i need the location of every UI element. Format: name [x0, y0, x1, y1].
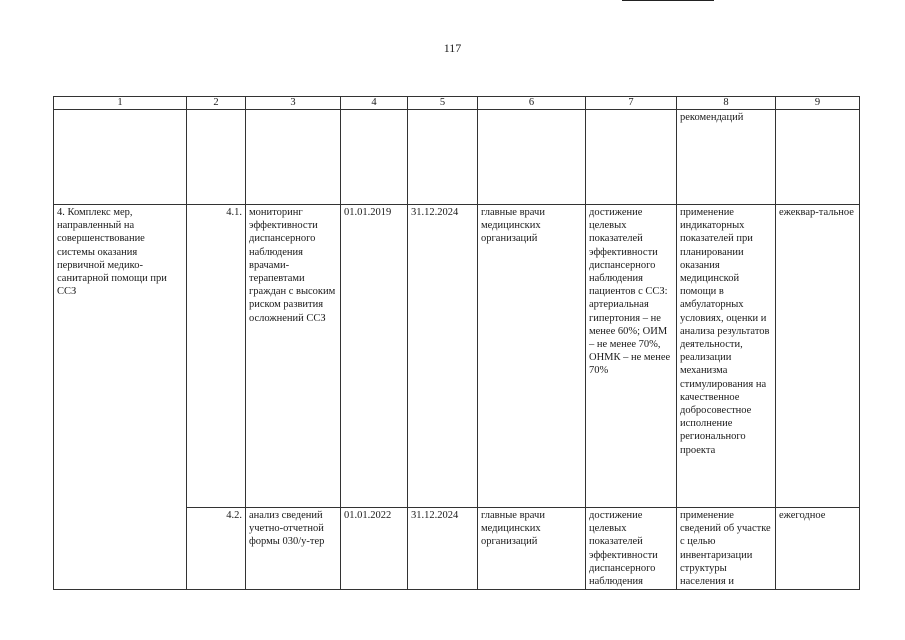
indicator-text: применение индикаторных показателей при планировании оказания медицинской помощи в амбулаторных условиях, оценки и анализа результатов деятельности, реализации механизма стимулирования на качественное добросовестное исполнение регионального проекта	[677, 205, 776, 508]
end-date: 31.12.2024	[408, 205, 478, 508]
start-date: 01.01.2022	[341, 508, 408, 590]
cell	[408, 110, 478, 205]
cell	[54, 110, 187, 205]
end-date: 31.12.2024	[408, 508, 478, 590]
result-text: достижение целевых показателей эффективности диспансерного наблюдения	[586, 508, 677, 590]
column-number: 8	[677, 97, 776, 110]
column-number: 4	[341, 97, 408, 110]
responsible-text: главные врачи медицинских организаций	[478, 205, 586, 508]
cell	[586, 110, 677, 205]
cell	[776, 110, 860, 205]
start-date: 01.01.2019	[341, 205, 408, 508]
column-number-row	[54, 97, 860, 110]
action-plan-table	[53, 96, 860, 590]
indicator-text: применение сведений об участке с целью инвентаризации структуры населения и	[677, 508, 776, 590]
cell	[341, 110, 408, 205]
cell	[187, 110, 246, 205]
column-number: 1	[54, 97, 187, 110]
column-number: 3	[246, 97, 341, 110]
result-text: достижение целевых показателей эффективности диспансерного наблюдения пациентов с ССЗ: артериальная гипертония – не менее 60%; ОИМ – не менее 70%, ОНМК – не менее 70%	[586, 205, 677, 508]
column-number: 5	[408, 97, 478, 110]
column-number: 6	[478, 97, 586, 110]
row-number: 4.1.	[187, 205, 246, 508]
cell	[478, 110, 586, 205]
top-rule	[622, 0, 714, 1]
frequency-text: ежеквар-тальное	[776, 205, 860, 508]
table-row	[54, 205, 860, 508]
continuation-row	[54, 110, 860, 205]
continued-indicator-text: рекомендаций	[677, 110, 776, 205]
column-number: 7	[586, 97, 677, 110]
action-text: мониторинг эффективности диспансерного наблюдения врачами-терапевтами граждан с высоким риском развития осложнений ССЗ	[246, 205, 341, 508]
row-number: 4.2.	[187, 508, 246, 590]
section-title: 4. Комплекс мер, направленный на совершенствование системы оказания первичной медико-санитарной помощи при ССЗ	[54, 205, 187, 590]
responsible-text: главные врачи медицинских организаций	[478, 508, 586, 590]
cell	[246, 110, 341, 205]
page-number: 117	[443, 41, 462, 55]
action-text: анализ сведений учетно-отчетной формы 030/у-тер	[246, 508, 341, 590]
column-number: 2	[187, 97, 246, 110]
frequency-text: ежегодное	[776, 508, 860, 590]
column-number: 9	[776, 97, 860, 110]
